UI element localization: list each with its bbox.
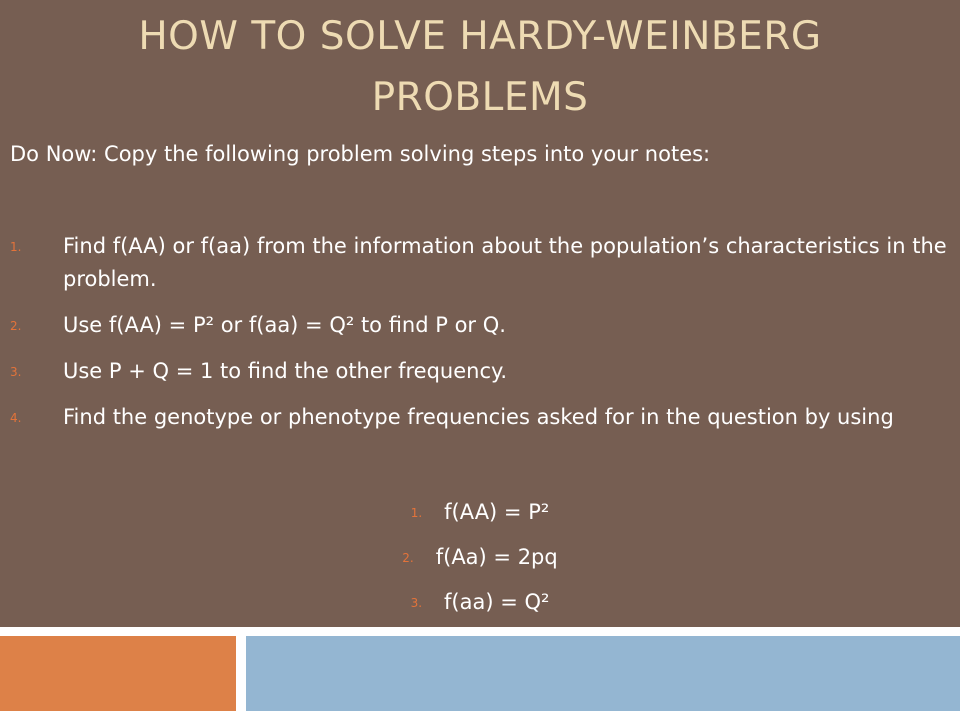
- step-item: [10, 309, 955, 342]
- step-text: Find f(AA) or f(aa) from the information about the population’s characteristics in the problem.: [63, 234, 947, 291]
- footer-blue-block: [246, 636, 960, 711]
- sub-step-text: f(AA) = P²: [444, 500, 550, 524]
- do-now-text: Do Now: Copy the following problem solving steps into your notes:: [10, 142, 711, 166]
- step-number: 2.: [10, 319, 22, 333]
- sub-step-item: [0, 492, 960, 537]
- step-number: 4.: [10, 411, 22, 425]
- sub-step-number: 3.: [410, 596, 423, 610]
- title-line-2: PROBLEMS: [371, 75, 589, 120]
- sub-step-item: [0, 537, 960, 582]
- step-item: [10, 401, 955, 434]
- step-item: [10, 230, 955, 296]
- step-text: Use P + Q = 1 to find the other frequency.: [63, 359, 508, 383]
- sub-step-item: [0, 582, 960, 627]
- step-number: 3.: [10, 365, 22, 379]
- step-text: Find the genotype or phenotype frequencies asked for in the question by using: [63, 405, 894, 429]
- slide-title: [0, 6, 960, 128]
- step-number: 1.: [10, 240, 22, 254]
- title-line-1: HOW TO SOLVE HARDY-WEINBERG: [138, 14, 822, 59]
- step-text: Use f(AA) = P² or f(aa) = Q² to find P or Q.: [63, 313, 506, 337]
- sub-step-text: f(Aa) = 2pq: [435, 545, 558, 569]
- sub-step-text: f(aa) = Q²: [444, 590, 550, 614]
- sub-step-number: 1.: [410, 506, 423, 520]
- footer-orange-block: [0, 636, 236, 711]
- steps-list: [10, 230, 955, 447]
- step-item: [10, 355, 955, 388]
- sub-steps-list: [0, 492, 960, 627]
- sub-step-number: 2.: [402, 551, 414, 565]
